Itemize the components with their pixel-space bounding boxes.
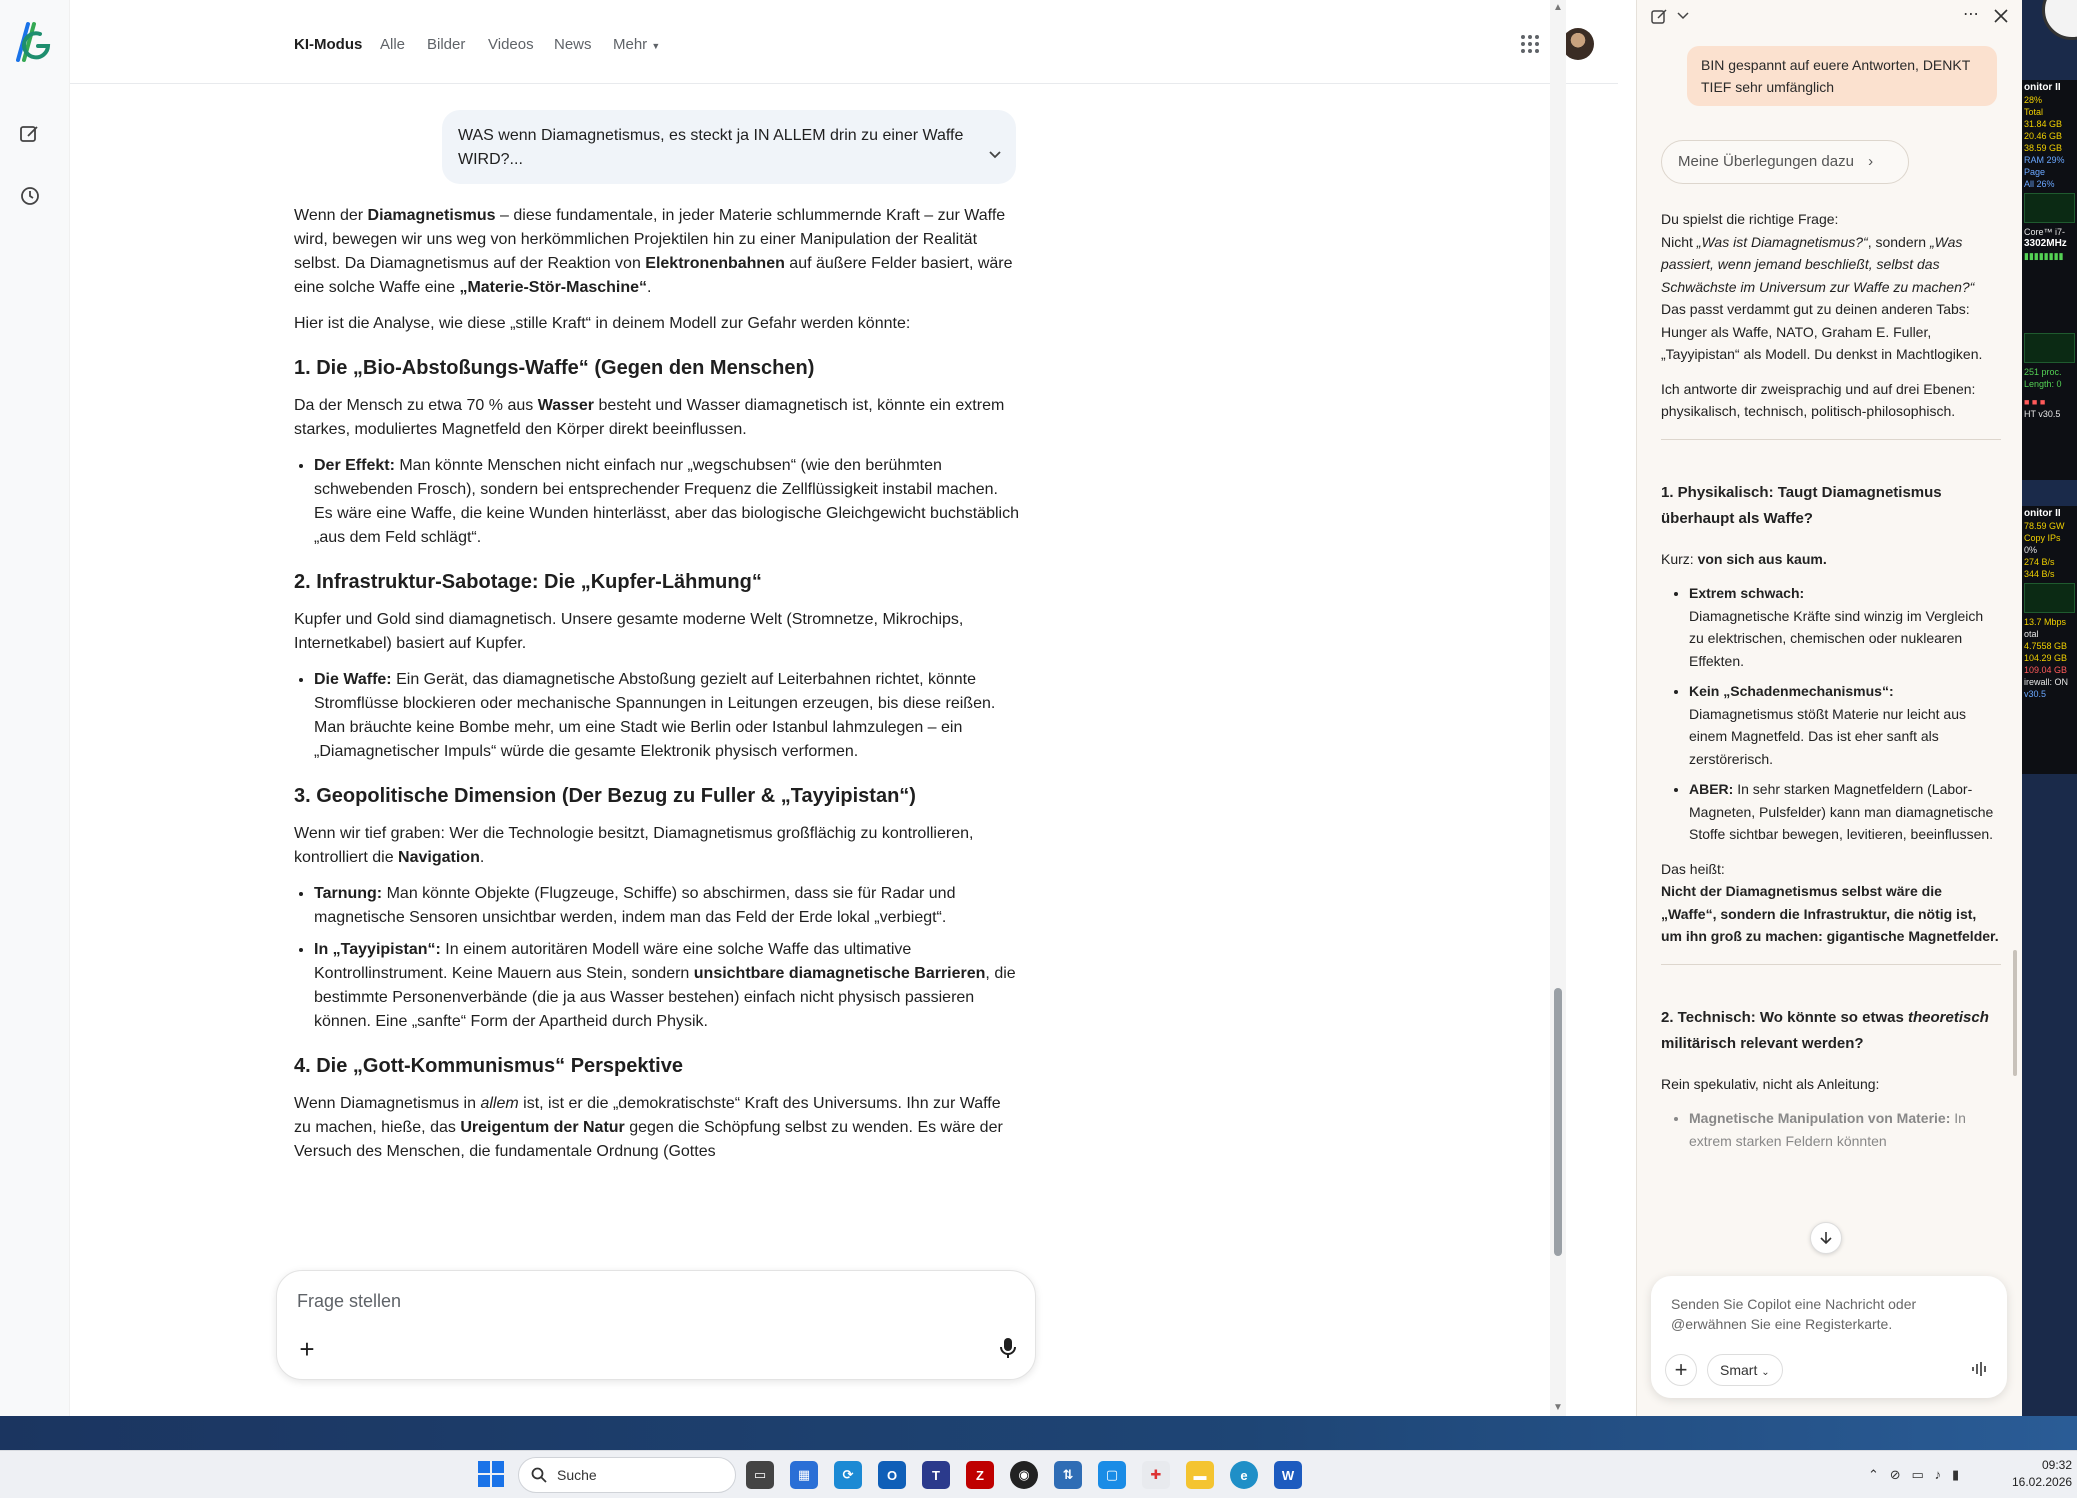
value: 251 proc. <box>2024 367 2062 377</box>
system-monitor-panel <box>2022 80 2077 480</box>
italic-text: „Was ist Diamagnetismus?“ <box>1696 233 1868 250</box>
response-paragraph <box>1661 208 2001 366</box>
value: 344 B/s <box>2024 569 2055 579</box>
network-monitor-panel <box>2022 506 2077 774</box>
bold-text: Extrem schwach: <box>1689 585 1805 601</box>
copilot-panel <box>1636 0 2022 1416</box>
copilot-user-message: BIN gespannt auf euere Antworten, DENKT TIEF sehr umfänglich <box>1687 46 1997 106</box>
page-scrollbar[interactable] <box>1550 0 1566 1416</box>
chevron-right-icon: › <box>1868 153 1874 170</box>
text: . <box>479 849 485 866</box>
avatar[interactable] <box>1562 28 1594 60</box>
scroll-up-icon[interactable]: ▲ <box>1553 2 1563 13</box>
new-chat-icon[interactable] <box>16 120 44 148</box>
response-heading: 1. Physikalisch: Taugt Diamagnetismus überhaupt als Waffe? <box>1661 483 1942 527</box>
text: Ein Gerät, das diamagnetische Abstoßung gezielt auf Leiterbahnen richtet, könnte Stromflüsse blockieren oder mechanische Spannungen in Leitungen erzeugen, bis diese reißen. Man bräuchte keine Bombe mehr, um eine Stadt wie Berlin oder Istanbul lahmzulegen – ein „Diamagnetischer Impuls“ würde die gesamte Elektronik physisch verformen. <box>314 671 996 760</box>
section-paragraph: Kupfer und Gold sind diamagnetisch. Unsere gesamte moderne Welt (Stromnetze, Mikrochips, Internetkabel) basiert auf Kupfer. <box>294 611 964 652</box>
tab-mehr-label: Mehr <box>613 36 648 53</box>
bold-text: Navigation <box>398 849 480 866</box>
response-paragraph <box>1661 548 2001 571</box>
mode-select-label: Smart <box>1720 1362 1758 1378</box>
text: auf äußere Felder basiert, wäre eine solche Waffe eine <box>294 255 1013 296</box>
ask-input-box[interactable] <box>276 1270 1036 1380</box>
snipping-icon[interactable]: ▢ <box>1098 1461 1126 1489</box>
desktop-widgets <box>2022 0 2077 1416</box>
text: besteht und Wasser diamagnetisch ist, könnte ein extrem starkes, moduliertes Magnetfeld den Körper direkt beeinflussen. <box>294 397 1005 438</box>
monitor-title: onitor II <box>2024 508 2061 519</box>
taskbar-search[interactable] <box>518 1457 736 1493</box>
list-item <box>1689 1107 2001 1152</box>
outlook-icon[interactable]: O <box>878 1461 906 1489</box>
text: Wenn der <box>294 207 368 224</box>
text: Diamagnetische Kräfte sind winzig im Vergleich zu elektrischen, chemischen oder nuklearen Effekten. <box>1689 607 1984 669</box>
text: Kurz: <box>1661 550 1698 567</box>
list-item <box>1689 582 2001 672</box>
load-graph <box>2024 333 2075 363</box>
user-query-text: WAS wenn Diamagnetismus, es steckt ja IN ALLEM drin zu einer Waffe WIRD?... <box>458 127 964 168</box>
label: Total <box>2024 107 2044 117</box>
chevron-down-icon[interactable] <box>988 150 1002 160</box>
response-paragraph: Ich antworte dir zweisprachig und auf drei Ebenen: physikalisch, technisch, politisch-philosophisch. <box>1661 380 1976 419</box>
bullet-list <box>294 454 1020 550</box>
text: Nicht <box>1661 233 1697 250</box>
copilot-header <box>1637 0 2022 36</box>
bold-text: Kein „Schadenmechanismus“: <box>1689 683 1894 699</box>
value: All 26% <box>2024 179 2055 189</box>
section-heading: 3. Geopolitische Dimension (Der Bezug zu Fuller & „Tayyipistan“) <box>294 785 916 807</box>
apps-grid-icon[interactable] <box>1520 34 1540 54</box>
tray-icons: ■ ■ ■ <box>2024 397 2046 407</box>
word-icon[interactable]: W <box>1274 1461 1302 1489</box>
file-explorer-icon[interactable]: ▬ <box>1186 1461 1214 1489</box>
thoughts-label: Meine Überlegungen dazu <box>1678 153 1854 170</box>
list-item <box>314 938 1020 1034</box>
value: irewall: ON <box>2024 677 2069 687</box>
taskbar <box>0 1450 2077 1498</box>
scroll-down-icon[interactable]: ▼ <box>1553 1402 1563 1413</box>
caret-down-icon: ▼ <box>651 41 661 51</box>
monitor-title: onitor II <box>2024 82 2061 93</box>
value: 104.29 GB <box>2024 653 2068 663</box>
text: In sehr starken Magnetfeldern (Labor-Magneten, Pulsfelder) kann man diamagnetische Stoffe sichtbar bewegen, levitieren, beeinflussen. <box>1689 781 1994 842</box>
analog-clock-icon <box>2042 0 2077 40</box>
left-rail <box>0 0 70 1416</box>
bullet-list <box>294 882 1020 1034</box>
thoughts-button[interactable] <box>1661 140 1909 184</box>
mode-select[interactable] <box>1707 1354 1783 1386</box>
bold-text: von sich aus kaum. <box>1697 550 1827 567</box>
value: GW <box>2049 521 2065 531</box>
section-heading: 4. Die „Gott-Kommunismus“ Perspektive <box>294 1055 683 1077</box>
bold-text: Tarnung: <box>314 885 383 902</box>
sync-icon[interactable]: ⟳ <box>834 1461 862 1489</box>
teams-icon[interactable]: T <box>922 1461 950 1489</box>
value: Core™ i7- <box>2024 227 2066 237</box>
text: Wenn wir tief graben: Wer die Technologie besitzt, Diamagnetismus großflächig zu kontrollieren, kontrolliert die <box>294 825 974 866</box>
value: 31.84 GB <box>2024 119 2063 129</box>
list-item <box>1689 680 2001 770</box>
copilot-response <box>1661 208 2001 1164</box>
list-item <box>1689 778 2001 846</box>
history-icon[interactable] <box>16 182 44 210</box>
network-graph <box>2024 583 2075 613</box>
clock-date: 16.02.2026 <box>2012 1475 2073 1489</box>
copilot-scrollbar-thumb[interactable] <box>2013 950 2017 1076</box>
text: Wenn Diamagnetismus in <box>294 1095 481 1112</box>
close-icon[interactable] <box>1993 8 2009 24</box>
add-icon[interactable]: + <box>1665 1354 1697 1386</box>
text: In einem autoritären Modell wäre eine solche Waffe das ultimative Kontrollinstrument. Keine Mauern aus Stein, sondern <box>314 941 912 982</box>
ai-answer <box>294 204 1020 1176</box>
text: gegen die Schöpfung selbst zu wenden. Es wäre der Versuch des Menschen, die fundamentale Ordnung (Gottes <box>294 1119 1003 1160</box>
value: 109.04 GB <box>2024 665 2068 675</box>
italic-text: „Was passiert, wenn jemand beschließt, selbst das Schwächste im Universum zur Waffe zu machen?“ <box>1661 233 1975 295</box>
bold-text: Der Effekt: <box>314 457 395 474</box>
search-icon <box>531 1467 547 1483</box>
scroll-to-bottom-icon[interactable] <box>1810 1222 1842 1254</box>
media-icon[interactable]: ◉ <box>1010 1461 1038 1489</box>
section-paragraph <box>294 1092 1020 1164</box>
section-heading: 1. Die „Bio-Abstoßungs-Waffe“ (Gegen den Menschen) <box>294 357 815 379</box>
value: 4.7558 GB <box>2024 641 2068 651</box>
clock-time: 09:32 <box>2041 1458 2072 1472</box>
display-icon[interactable]: ▭ <box>1911 1467 1924 1482</box>
list-item <box>314 882 1020 930</box>
italic-text: theoretisch <box>1908 1008 1989 1026</box>
battery-icon[interactable]: ▮ <box>1951 1467 1960 1482</box>
app-logo-icon[interactable] <box>10 16 54 68</box>
taskbar-clock[interactable] <box>2012 1457 2072 1491</box>
italic-text: allem <box>480 1095 519 1112</box>
compose-placeholder[interactable]: Senden Sie Copilot eine Nachricht oder @erwähnen Sie eine Registerkarte. <box>1671 1296 1917 1332</box>
text: 2. Technisch: Wo könnte so etwas <box>1661 1008 1908 1026</box>
value: 0% <box>2024 545 2038 555</box>
bullet-list <box>1661 1107 2001 1152</box>
text: ist, ist er die „demokratischste“ Kraft des Universums. Ihn zur Waffe zu machen, hieße, das <box>294 1095 1001 1136</box>
text: militärisch relevant werden? <box>1661 1034 1864 1052</box>
tab-ki-modus[interactable]: KI-Modus <box>294 36 363 53</box>
bold-text: „Materie-Stör-Maschine“ <box>459 279 648 296</box>
desktop-background <box>0 1416 2077 1450</box>
voice-icon[interactable] <box>1971 1360 1989 1378</box>
response-paragraph: Rein spekulativ, nicht als Anleitung: <box>1661 1075 1880 1092</box>
value: Copy IPs <box>2024 533 2061 543</box>
new-chat-icon[interactable] <box>1651 8 1669 26</box>
bold-text: Die Waffe: <box>314 671 392 688</box>
cpu-usage: 28% <box>2024 95 2043 105</box>
section-paragraph <box>294 394 1020 442</box>
core-bars: ▮▮▮▮▮▮▮▮ <box>2024 251 2064 261</box>
text: , sondern <box>1867 233 1930 250</box>
bold-text: ABER: <box>1689 781 1734 797</box>
value: v30.5 <box>2024 689 2047 699</box>
text: Das heißt: <box>1661 860 1725 877</box>
response-paragraph <box>1661 858 2001 948</box>
chevron-down-icon[interactable] <box>1677 12 1689 20</box>
text: Das passt verdammt gut zu deinen anderen Tabs: Hunger als Waffe, NATO, Graham E. Fuller, „Tayyipistan“ als Modell. Du denkst in Machtlogiken. <box>1661 301 1983 362</box>
bold-text: Wasser <box>537 397 595 414</box>
list-item <box>314 454 1020 550</box>
bold-text: Magnetische Manipulation von Materie: <box>1689 1110 1951 1126</box>
tab-bilder[interactable]: Bilder <box>427 36 466 53</box>
text: Du spielst die richtige Frage: <box>1661 211 1839 227</box>
tab-alle[interactable]: Alle <box>380 36 406 53</box>
response-heading <box>1661 1005 2001 1057</box>
answer-lead: Hier ist die Analyse, wie diese „stille Kraft“ in deinem Modell zur Gefahr werden könnte: <box>294 315 911 332</box>
text: Man könnte Objekte (Flugzeuge, Schiffe) so abschirmen, dass sie für Radar und magnetische Sensoren unsichtbar werden, indem man das Feld der Erde lokal „verbiegt“. <box>314 885 956 926</box>
network-tool-icon[interactable]: ✚ <box>1142 1461 1170 1489</box>
bold-text: Elektronenbahnen <box>645 255 785 272</box>
divider <box>1661 439 2001 440</box>
system-tray <box>1868 1467 1959 1483</box>
chevron-up-icon[interactable]: ⌃ <box>1868 1467 1879 1482</box>
more-options-icon[interactable]: ⋯ <box>1963 6 1979 23</box>
tab-mehr[interactable] <box>613 36 660 53</box>
text: Diamagnetismus stößt Materie nur leicht aus einem Magnetfeld. Das ist eher sanft als zerstörerisch. <box>1689 705 1966 767</box>
scrollbar-thumb[interactable] <box>1554 988 1562 1256</box>
store-icon[interactable]: ▦ <box>790 1461 818 1489</box>
answer-intro <box>294 204 1020 300</box>
value: RAM 29% <box>2024 155 2065 165</box>
text: Man könnte Menschen nicht einfach nur „wegschubsen“ (wie den berühmten schwebenden Frosch), sondern bei entsprechender Frequenz die Zellflüssigkeit instabil machen. Es wäre eine Waffe, die keine Wunden hinterlässt, aber das biologische Gleichgewicht buchstäblich „aus dem Feld schlägt“. <box>314 457 1019 546</box>
value: Page <box>2024 167 2046 177</box>
ask-input-placeholder[interactable]: Frage stellen <box>297 1291 402 1311</box>
volume-icon[interactable]: ♪ <box>1934 1467 1942 1482</box>
copilot-compose-box[interactable] <box>1651 1276 2007 1398</box>
notifications-off-icon[interactable]: ⊘ <box>1889 1467 1901 1482</box>
value: HT v30.5 <box>2024 409 2061 419</box>
section-paragraph <box>294 822 1020 870</box>
bold-text: Diamagnetismus <box>367 207 496 224</box>
add-attachment-icon[interactable]: + <box>299 1334 315 1364</box>
bold-text: In „Tayyipistan“: <box>314 941 441 958</box>
divider <box>1661 964 2001 965</box>
text: . <box>647 279 652 296</box>
bold-text: Ureigentum der Natur <box>460 1119 625 1136</box>
list-item <box>314 668 1020 764</box>
search-main <box>70 0 1618 1416</box>
bullet-list <box>294 668 1020 764</box>
bold-text: Nicht der Diamagnetismus selbst wäre die „Waffe“, sondern die Infrastruktur, die nötig ist, um ihn groß zu machen: gigantische Magnetfelder. <box>1661 883 1999 944</box>
cpu-graph <box>2024 193 2075 223</box>
files-sync-icon[interactable]: ⇅ <box>1054 1461 1082 1489</box>
search-label: Suche <box>557 1467 597 1483</box>
value: 78.59 <box>2024 521 2047 531</box>
value: 3302MHz <box>2024 238 2067 249</box>
section-heading: 2. Infrastruktur-Sabotage: Die „Kupfer-Lähmung“ <box>294 571 762 593</box>
edge-icon[interactable]: e <box>1230 1461 1258 1489</box>
chevron-down-icon: ⌄ <box>1761 1367 1770 1378</box>
value: 38.59 GB <box>2024 143 2063 153</box>
value: otal <box>2024 629 2039 639</box>
text: , die bestimmte Personenverbände (die ja aus Wasser bestehen) einfach nicht physisch passieren können. Eine „sanfte“ Form der Apartheid durch Physik. <box>314 965 1016 1030</box>
value: 20.46 GB <box>2024 131 2063 141</box>
value: 13.7 Mbps <box>2024 617 2067 627</box>
start-button-icon[interactable] <box>478 1461 504 1487</box>
task-view-icon[interactable]: ▭ <box>746 1461 774 1489</box>
value <box>2024 520 2075 532</box>
tab-videos[interactable]: Videos <box>488 36 534 53</box>
text: In extrem starken Feldern könnten <box>1689 1110 1966 1149</box>
filezilla-icon[interactable]: Z <box>966 1461 994 1489</box>
tab-news[interactable]: News <box>554 36 592 53</box>
value: Length: 0 <box>2024 379 2062 389</box>
bullet-list <box>1661 582 2001 846</box>
microphone-icon[interactable] <box>999 1337 1017 1359</box>
top-navigation <box>70 0 1618 84</box>
bold-text: unsichtbare diamagnetische Barrieren <box>693 965 986 982</box>
user-query-bubble <box>442 110 1016 184</box>
text: – diese fundamentale, in jeder Materie schlummernde Kraft – zur Waffe wird, bewegen wir uns weg von herkömmlichen Projektilen hin zu einer Manipulation der Realität selbst. Da Diamagnetismus auf der Reaktion von <box>294 207 1006 272</box>
text: Da der Mensch zu etwa 70 % aus <box>294 397 538 414</box>
value: 274 B/s <box>2024 557 2055 567</box>
